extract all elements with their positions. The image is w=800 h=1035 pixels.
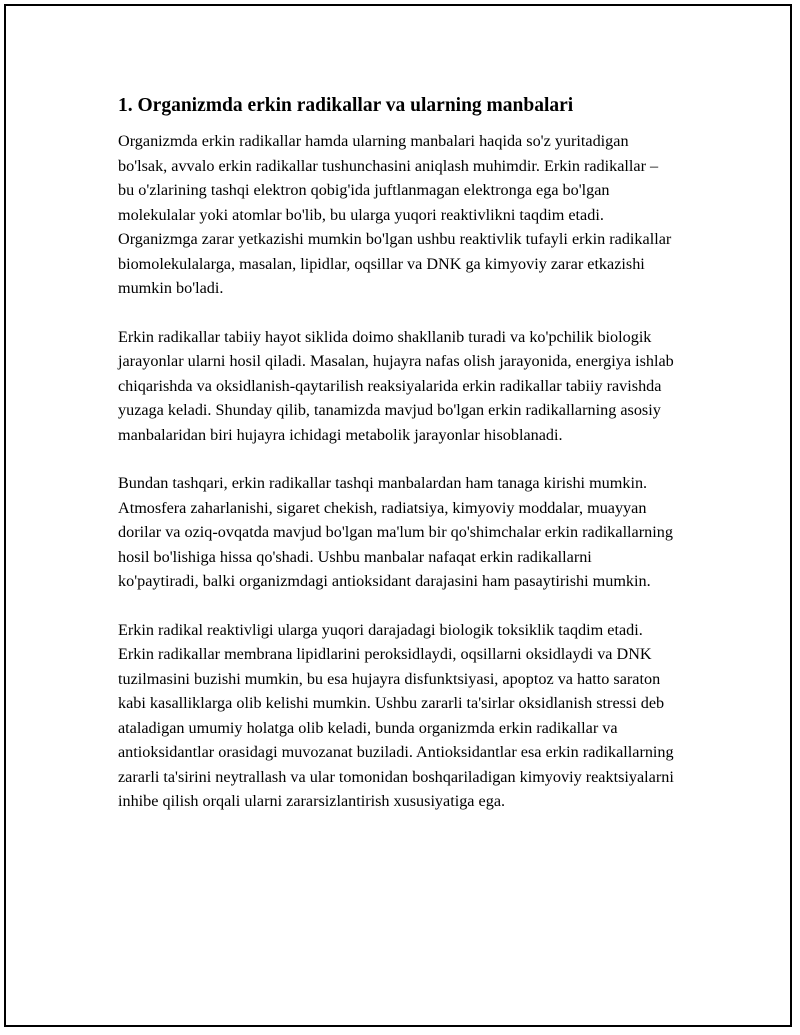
section-heading: 1. Organizmda erkin radikallar va ularning manbalari bbox=[118, 95, 574, 116]
paragraph-toxicity: Erkin radikal reaktivligi ularga yuqori darajadagi biologik toksiklik taqdim etadi. Erkin radikallar membrana lipidlarini peroksidlaydi, oqsillarni oksidlaydi va DNK tuzilmasini buzishi mumkin, bu esa hujayra disfunktsiyasi, apoptoz va hatto saraton kabi kasalliklarga olib kelishi mumkin. Ushbu zararli ta'sirlar oksidlanish stressi deb ataladigan umumiy holatga olib keladi, bunda organizmda erkin radikallar va antioksidantlar orasidagi muvozanat buziladi. Antioksidantlar esa erkin radikallarning zararli ta'sirini neytrallash va ular tomonidan boshqariladigan kimyoviy reaktsiyalarni inhibe qilish orqali ularni zararsizlantirish xususiyatiga ega. bbox=[118, 620, 674, 810]
paragraph-external-sources: Bundan tashqari, erkin radikallar tashqi manbalardan ham tanaga kirishi mumkin. Atmosfera zaharlanishi, sigaret chekish, radiatsiya, kimyoviy moddalar, muayyan dorilar va oziq-ovqatda mavjud bo'lgan ma'lum bir qo'shimchalar erkin radikallarning hosil bo'lishiga hissa qo'shadi. Ushbu manbalar nafaqat erkin radikallarni ko'paytiradi, balki organizmdagi antioksidant darajasini ham pasaytirishi mumkin. bbox=[118, 474, 673, 590]
paragraph-intro: Organizmda erkin radikallar hamda ularning manbalari haqida so'z yuritadigan bo'lsak, avvalo erkin radikallar tushunchasini aniqlash muhimdir. Erkin radikallar – bu o'zlarining tashqi elektron qobig'ida juftlanmagan elektronga ega bo'lgan molekulalar yoki atomlar bo'lib, bu ularga yuqori reaktivlikni taqdim etadi. Organizmga zarar yetkazishi mumkin bo'lgan ushbu reaktivlik tufayli erkin radikallar biomolekulalarga, masalan, lipidlar, oqsillar va DNK ga kimyoviy zarar etkazishi mumkin bo'ladi. bbox=[118, 132, 672, 297]
document-body bbox=[118, 93, 674, 838]
paragraph-natural-sources: Erkin radikallar tabiiy hayot siklida doimo shakllanib turadi va ko'pchilik biologik jarayonlar ularni hosil qiladi. Masalan, hujayra nafas olish jarayonida, energiya ishlab chiqarishda va oksidlanish-qaytarilish reaksiyalarida erkin radikallar tabiiy ravishda yuzaga keladi. Shunday qilib, tanamizda mavjud bo'lgan erkin radikallarning asosiy manbalaridan biri hujayra ichidagi metabolik jarayonlar hisoblanadi. bbox=[118, 327, 674, 444]
